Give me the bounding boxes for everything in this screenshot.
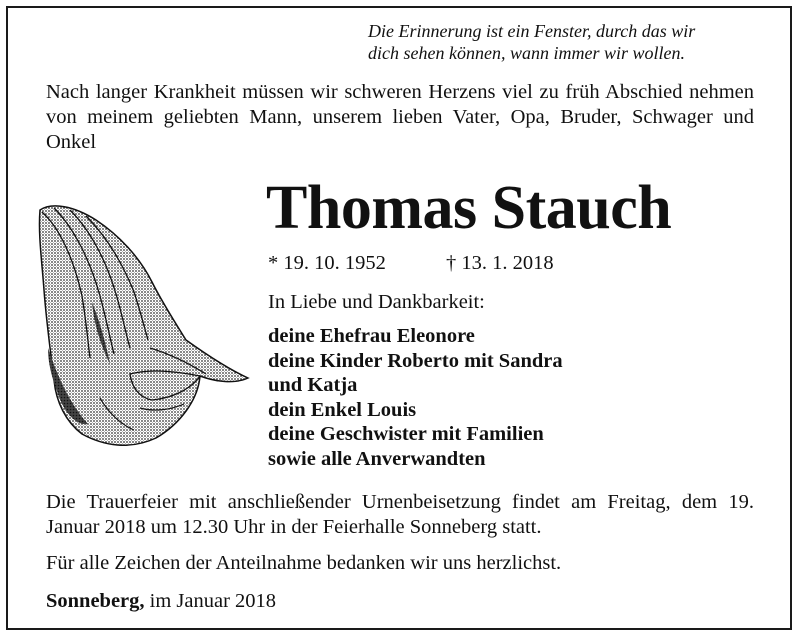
mourner-line: deine Kinder Roberto mit Sandra [268,349,563,372]
intro-text: Nach langer Krankheit müssen wir schweren Herzens viel zu früh Abschied nehmen von meinem geliebten Mann, unserem lieben Vater, Opa, Bruder, Schwager und Onkel [46,81,754,153]
deceased-name: Thomas Stauch [266,174,672,242]
mourner-line: deine Ehefrau Eleonore [268,325,475,347]
mourner-line: dein Enkel Louis [268,398,417,421]
death-date: † 13. 1. 2018 [446,252,554,274]
place-month: im Januar 2018 [149,590,277,612]
quote-line-1: Die Erinnerung ist ein Fenster, durch das wir [368,21,696,41]
mourner-line: sowie alle Anverwandten [268,447,486,470]
mourner-line: deine Geschwister mit Familien [268,423,544,445]
funeral-info: Die Trauerfeier mit anschließender Urnenbeisetzung findet am Freitag, dem 19. Januar 2018 um 12.30 Uhr in der Feierhalle Sonneberg statt. [46,491,754,538]
thanks-text: Für alle Zeichen der Anteilnahme bedanken wir uns herzlichst. [46,552,562,574]
memorial-quote [368,20,748,64]
mourners-list [268,324,563,471]
quote-line-2: dich sehen können, wann immer wir wollen. [368,43,685,63]
praying-hands-icon [30,198,255,460]
life-dates [268,250,554,276]
mourner-line: und Katja [268,374,358,396]
love-line: In Liebe und Dankbarkeit: [268,291,485,313]
birth-date: * 19. 10. 1952 [268,252,386,274]
place-city: Sonneberg, [46,590,145,612]
place-date [46,589,276,614]
